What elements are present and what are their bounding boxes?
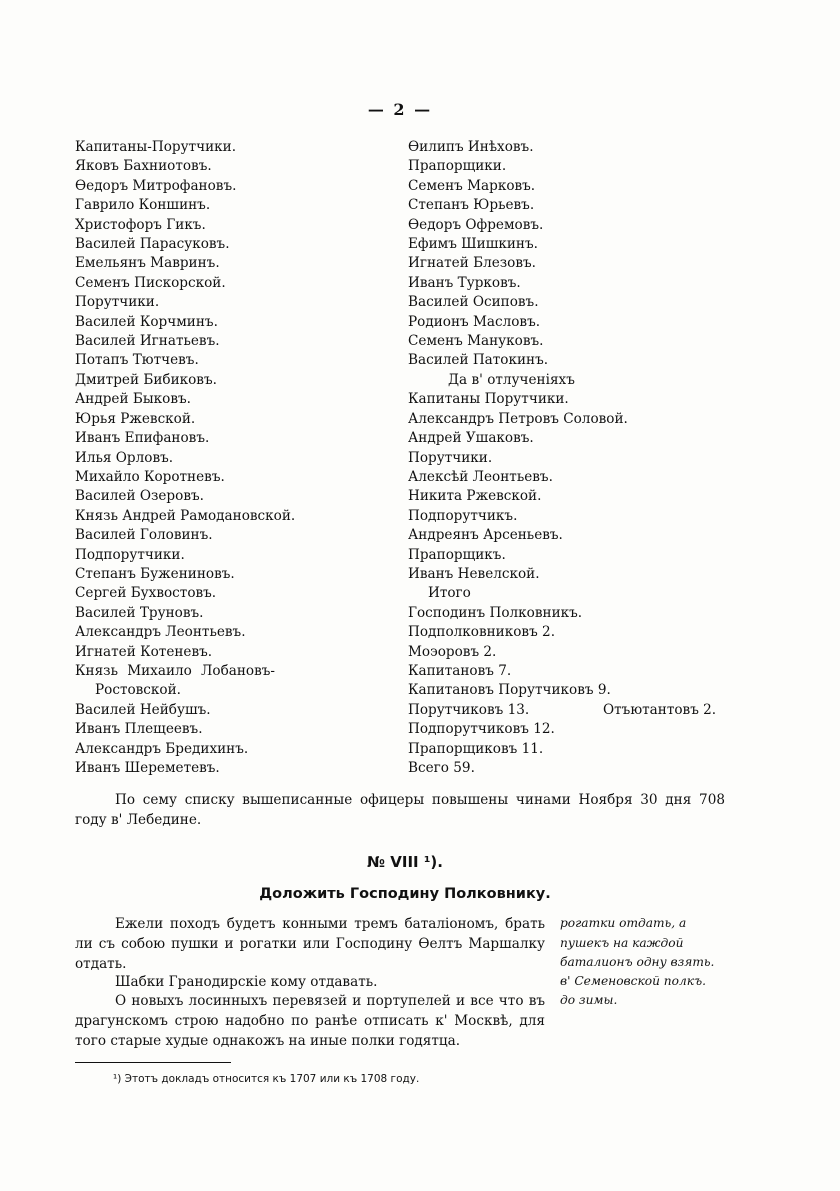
list-item: Родионъ Масловъ. [408, 313, 541, 330]
list-item: Потапъ Тютчевъ. [75, 352, 199, 369]
list-item: Иванъ Невелской. [408, 565, 540, 582]
list-item: Да в' отлученіяхъ [448, 371, 575, 388]
list-item: Иванъ Шереметевъ. [75, 760, 220, 776]
list-item: Василей Нейбушъ. [75, 701, 211, 718]
list-item: Прапорщики. [408, 158, 507, 175]
officer-list-right [408, 138, 738, 778]
list-item: Василей Парасуковъ. [75, 236, 230, 253]
list-item: Ѳедоръ Митрофановъ. [75, 177, 237, 194]
list-item: Василей Патокинъ. [408, 352, 549, 369]
list-item: Семенъ Мануковъ. [408, 333, 544, 350]
list-item: Капитановъ 7. [408, 662, 512, 679]
side-note-1: рогатки отдать, а пушекъ на каждой баталионъ одну взять. [560, 916, 715, 969]
list-item: Иванъ Епифановъ. [75, 430, 210, 447]
summary-paragraph: По сему списку вышеписанные офицеры повышены чинами Ноября 30 дня 708 году в' Лебедине. [75, 792, 725, 828]
list-item: Подполковниковъ 2. [408, 624, 556, 641]
paragraph-3: О новыхъ лосинныхъ перевязей и портупелей и все что въ драгунскомъ строю надобно по ранѣе отписать к' Москвѣ, для того старые худые однакожъ на иные полки годятца. [75, 993, 545, 1049]
list-item: Капитановъ Порутчиковъ 9. [408, 682, 611, 699]
list-item: Андрей Ушаковъ. [408, 430, 534, 447]
list-item: Порутчики. [408, 449, 493, 466]
list-item: Василей Труновъ. [75, 604, 204, 621]
list-item: Степанъ Юрьевъ. [408, 197, 535, 214]
list-item: Моэоровъ 2. [408, 643, 497, 660]
list-item: Василей Игнатьевъ. [75, 333, 220, 350]
list-item: Василей Корчминъ. [75, 313, 218, 330]
list-item: Прапорщикъ. [408, 546, 506, 563]
list-item: Господинъ Полковникъ. [408, 604, 583, 621]
list-item: Алексѣй Леонтьевъ. [408, 468, 553, 485]
list-item: Прапорщиковъ 11. [408, 740, 544, 757]
paragraph-1: Ежели походъ будетъ конными тремъ баталіономъ, брать ли съ собою пушки и рогатки или Господину Ѳелтъ Маршалку отдать. [75, 916, 545, 972]
list-item: Александръ Бредихинъ. [75, 740, 249, 757]
list-item: Князь Михаило Лобановъ- [75, 662, 275, 679]
list-item: Игнатей Блезовъ. [408, 255, 536, 272]
list-item: Подпорутчикъ. [408, 507, 518, 524]
list-item: Василей Озеровъ. [75, 488, 204, 505]
list-item: Яковъ Бахниотовъ. [75, 158, 212, 175]
list-item: Христофоръ Гикъ. [75, 216, 206, 233]
list-item-extra: Отъютантовъ 2. [603, 701, 717, 718]
list-item: Михайло Коротневъ. [75, 468, 225, 485]
list-item: Игнатей Котеневъ. [75, 643, 213, 660]
list-item: Емельянъ Мавринъ. [75, 255, 220, 272]
side-note-2: в' Семеновской полкъ. [560, 974, 707, 988]
list-item: Ростовской. [95, 682, 181, 699]
list-item: Андрей Быковъ. [75, 391, 191, 408]
list-item: Семенъ Пискорской. [75, 274, 226, 291]
document-title: Доложить Господину Полковнику. [259, 886, 551, 902]
list-item: Подпорутчики. [75, 546, 185, 563]
list-item: Гаврило Коншинъ. [75, 197, 211, 214]
list-item: Юрья Ржевской. [75, 410, 196, 427]
list-item: Порутчики. [75, 294, 160, 311]
list-item: Всего 59. [408, 760, 475, 776]
footnote: ¹) Этотъ докладъ относится къ 1707 или къ 1708 году. [113, 1073, 420, 1085]
officer-list-left [75, 138, 375, 778]
paragraph-2: Шабки Гранодирскіе кому отдавать. [115, 974, 378, 990]
footnote-rule [75, 1062, 231, 1063]
list-item: Сергей Бухвостовъ. [75, 585, 217, 602]
list-item: Степанъ Бужениновъ. [75, 565, 235, 582]
list-item: Андреянъ Арсеньевъ. [408, 527, 563, 544]
list-item: Ѳилипъ Инѣховъ. [408, 139, 534, 155]
list-item: Князь Андрей Рамодановской. [75, 507, 296, 524]
list-item: Илья Орловъ. [75, 449, 174, 466]
list-item: Семенъ Марковъ. [408, 177, 536, 194]
list-item: Василей Осиповъ. [408, 294, 539, 311]
list-item: Иванъ Плещеевъ. [75, 721, 203, 738]
list-item: Александръ Петровъ Соловой. [408, 410, 628, 427]
list-item: Капитаны Порутчики. [408, 391, 569, 408]
list-item: Никита Ржевской. [408, 488, 542, 505]
list-item: Ѳедоръ Офремовъ. [408, 216, 544, 233]
list-item: Капитаны-Порутчики. [75, 139, 237, 155]
list-item: Иванъ Турковъ. [408, 274, 521, 291]
list-item: Василей Головинъ. [75, 527, 213, 544]
side-note-3: до зимы. [560, 993, 618, 1007]
list-item: Порутчиковъ 13. Отъютантовъ 2. [408, 701, 738, 720]
list-item: Итого [428, 585, 471, 602]
list-item: Александръ Леонтьевъ. [75, 624, 246, 641]
page-number: — 2 — [367, 100, 433, 119]
list-item: Подпорутчиковъ 12. [408, 721, 555, 738]
list-item: Дмитрей Бибиковъ. [75, 371, 217, 388]
document-number: № VIII ¹). [367, 853, 443, 871]
list-item: Ефимъ Шишкинъ. [408, 236, 538, 253]
